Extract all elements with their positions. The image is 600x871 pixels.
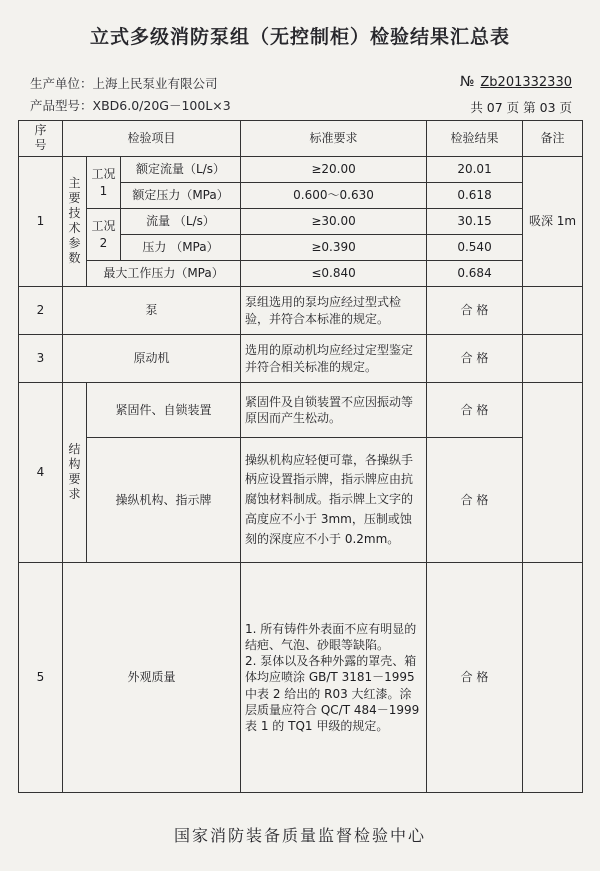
manufacturer-value: 上海上民泵业有限公司 [92,76,218,91]
model-label: 产品型号： [30,98,93,113]
row3-remark [523,335,583,383]
row2-item: 泵 [63,287,241,335]
row2-standard: 泵组选用的泵均应经过型式检验，并符合本标准的规定。 [241,287,427,335]
param-standard: ≥30.00 [241,209,427,235]
row4-sub2-item: 操纵机构、指示牌 [87,438,241,563]
max-pressure-standard: ≤0.840 [241,261,427,287]
row4-remark [523,383,583,563]
table-row [19,287,583,335]
header-row [19,121,583,157]
row1-seq: 1 [19,157,63,287]
row2-seq: 2 [19,287,63,335]
row5-standard-1: 1. 所有铸件外表面不应有明显的结疤、气泡、砂眼等缺陷。 [245,621,417,653]
row3-standard: 选用的原动机均应经过定型鉴定并符合相关标准的规定。 [241,335,427,383]
row1-condition-1: 工况 1 [87,157,121,209]
row3-result: 合 格 [427,335,523,383]
param-name: 流量 （L/s） [121,209,241,235]
report-number-sign: № [459,74,475,90]
inspection-table [18,120,583,793]
table-row [19,563,583,793]
table-row [19,335,583,383]
report-title: 立式多级消防泵组（无控制柜）检验结果汇总表 [89,26,510,48]
row5-item: 外观质量 [63,563,241,793]
param-result: 30.15 [427,209,523,235]
max-pressure-name: 最大工作压力（MPa） [87,261,241,287]
row4-sub1-result: 合 格 [427,383,523,438]
header-seq: 序号 [19,121,63,157]
row4-sub2-standard: 操纵机构应轻便可靠，各操纵手柄应设置指示牌，指示牌应由抗腐蚀材料制成。指示牌上文字的高度应不小于 3mm，压制或蚀刻的深度应不小于 0.2mm。 [241,438,427,563]
param-result: 20.01 [427,157,523,183]
row4-sub2-result: 合 格 [427,438,523,563]
row5-standard-2: 2. 泵体以及各种外露的罩壳、箱体均应喷涂 GB/T 3181－1995 中表 2 给出的 R03 大红漆。涂层质量应符合 QC/T 484－1999 表 1 的 TQ1 甲级的规定。 [245,654,420,733]
param-standard: 0.600～0.630 [241,183,427,209]
row4-sub1-item: 紧固件、自锁装置 [87,383,241,438]
param-standard: ≥20.00 [241,157,427,183]
row5-remark [523,563,583,793]
row5-result: 合 格 [427,563,523,793]
table-row [19,209,583,235]
header-result: 检验结果 [427,121,523,157]
param-name: 额定压力（MPa） [121,183,241,209]
param-name: 额定流量（L/s） [121,157,241,183]
header-standard: 标准要求 [241,121,427,157]
header-item: 检验项目 [63,121,241,157]
issuer-footer: 国家消防装备质量监督检验中心 [173,826,426,845]
row1-condition-2: 工况 2 [87,209,121,261]
row3-seq: 3 [19,335,63,383]
row1-group: 主要技术参数 [63,157,87,287]
row4-sub1-standard: 紧固件及自锁装置不应因振动等原因而产生松动。 [241,383,427,438]
report-number-value: Zb201332330 [480,75,572,90]
param-result: 0.618 [427,183,523,209]
model-value: XBD6.0/20G－100L×3 [92,98,231,113]
header-remark: 备注 [523,121,583,157]
manufacturer-line [30,74,218,92]
page-count: 共 07 页 第 03 页 [470,100,572,115]
model-line [30,96,231,114]
row4-group: 结构要求 [63,383,87,563]
param-result: 0.540 [427,235,523,261]
row4-seq: 4 [19,383,63,563]
table-row [19,261,583,287]
row2-remark [523,287,583,335]
report-number [460,74,572,90]
row2-result: 合 格 [427,287,523,335]
param-name: 压力 （MPa） [121,235,241,261]
manufacturer-label: 生产单位： [30,76,93,91]
row5-seq: 5 [19,563,63,793]
table-row [19,383,583,438]
row1-remark: 吸深 1m [523,157,583,287]
param-standard: ≥0.390 [241,235,427,261]
row5-standard [241,563,427,793]
max-pressure-result: 0.684 [427,261,523,287]
row3-item: 原动机 [63,335,241,383]
table-row [19,157,583,183]
table-row [19,438,583,563]
